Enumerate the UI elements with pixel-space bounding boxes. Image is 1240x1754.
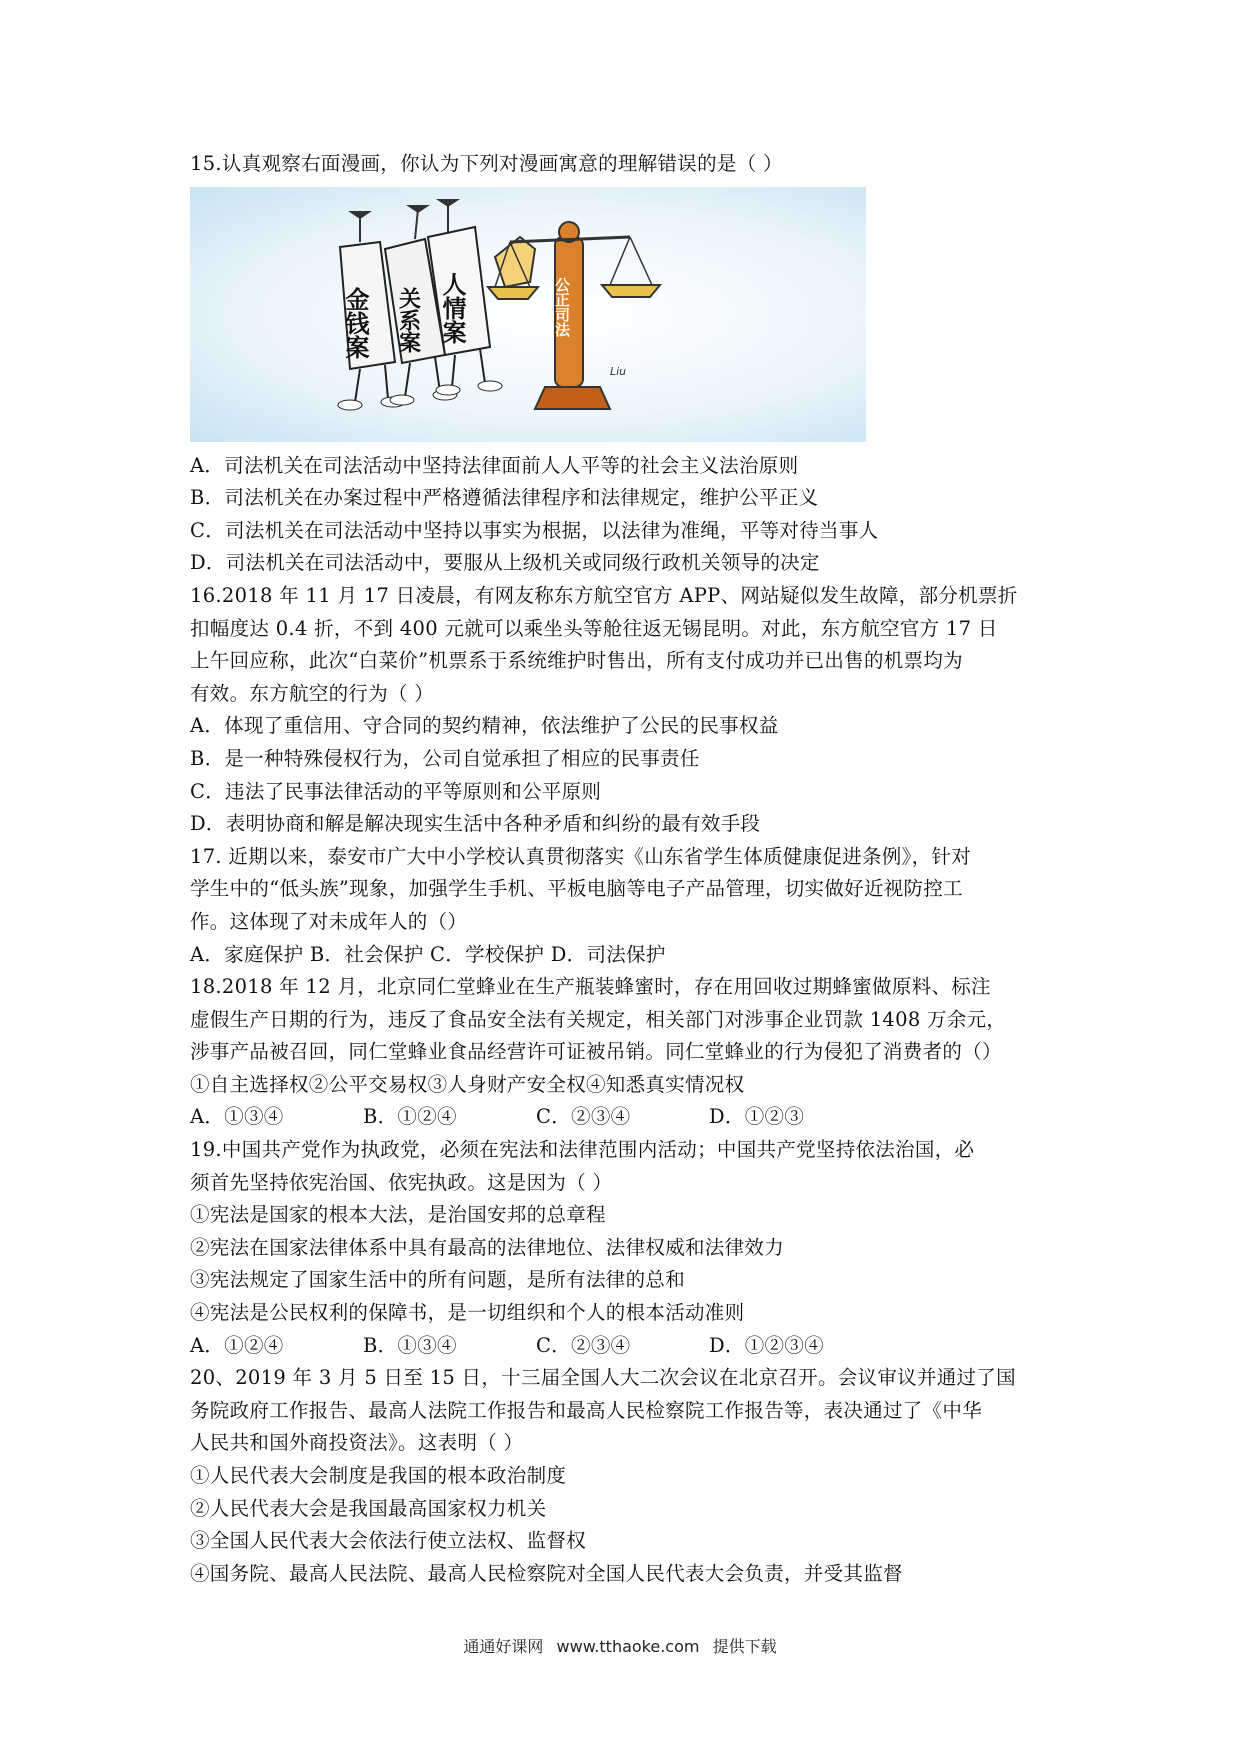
option-b: B．①③④: [363, 1333, 457, 1357]
justice-scale: [488, 222, 660, 409]
question-18-line: 虚假生产日期的行为，违反了食品安全法有关规定，相关部门对涉事企业罚款 1408 万余元，: [190, 1007, 1007, 1031]
option-b: B．①②④: [363, 1105, 457, 1129]
question-18-line: 18.2018 年 12 月，北京同仁堂蜂业在生产瓶装蜂蜜时，存在用回收过期蜂蜜做原料、标注: [190, 975, 991, 999]
paper-label-3: 人情案: [438, 271, 466, 344]
question-19-line: 19.中国共产党作为执政党，必须在宪法和法律范围内活动；中国共产党坚持依法治国，必: [190, 1138, 975, 1162]
question-20-line: 20、2019 年 3 月 5 日至 15 日，十三届全国人大二次会议在北京召开。会议审议并通过了国: [190, 1366, 1016, 1390]
exam-page-content: [190, 148, 1060, 1590]
option-d: D．表明协商和解是解决现实生活中各种矛盾和纠纷的最有效手段: [190, 812, 761, 836]
question-19-line: ③宪法规定了国家生活中的所有问题，是所有法律的总和: [190, 1268, 686, 1292]
footer-url[interactable]: www.tthaoke.com: [556, 1637, 700, 1656]
option-c: C．②③④: [536, 1333, 631, 1357]
option-a: A．①②④: [190, 1333, 284, 1357]
question-19-line: ②宪法在国家法律体系中具有最高的法律地位、法律权威和法律效力: [190, 1235, 785, 1259]
question-18-options: [190, 1101, 1060, 1134]
question-17-options: A．家庭保护 B．社会保护 C．学校保护 D．司法保护: [190, 942, 666, 966]
option-d: D．①②③: [709, 1105, 805, 1129]
paper-label-2: 关系案: [395, 286, 421, 353]
option-a: A．司法机关在司法活动中坚持法律面前人人平等的社会主义法治原则: [190, 453, 799, 477]
question-17: [190, 841, 1060, 971]
scale-label: 公正司法: [553, 276, 571, 337]
question-19-options: [190, 1330, 1060, 1363]
question-15: [190, 148, 1060, 580]
option-d: D．司法机关在司法活动中，要服从上级机关或同级行政机关领导的决定: [190, 551, 820, 575]
footer-suffix: 提供下载: [712, 1637, 777, 1656]
option-c: C．②③④: [536, 1105, 631, 1129]
question-20-line: ④国务院、最高人民法院、最高人民检察院对全国人民代表大会负责，并受其监督: [190, 1561, 903, 1585]
question-20-line: ①人民代表大会制度是我国的根本政治制度: [190, 1464, 567, 1487]
stop-hand: [495, 237, 535, 287]
paper-label-1: 金钱案: [341, 286, 369, 359]
footer-site-name: 通通好课网: [463, 1637, 544, 1656]
artist-signature: Liu: [610, 364, 627, 378]
question-16-line: 16.2018 年 11 月 17 日凌晨，有网友称东方航空官方 APP、网站疑似发生故障，部分机票折: [190, 583, 1018, 607]
question-16-line: 扣幅度达 0.4 折，不到 400 元就可以乘坐头等舱往返无锡昆明。对此，东方航空官方 17 日: [190, 616, 998, 640]
question-20: [190, 1362, 1060, 1590]
option-b: B．司法机关在办案过程中严格遵循法律程序和法律规定，维护公平正义: [190, 486, 819, 510]
question-19: [190, 1134, 1060, 1362]
question-16-line: 有效。东方航空的行为（ ）: [190, 681, 435, 705]
question-17-line: 学生中的“低头族”现象，加强学生手机、平板电脑等电子产品管理，切实做好近视防控工: [190, 877, 963, 901]
question-20-line: 务院政府工作报告、最高人法院工作报告和最高人民检察院工作报告等，表决通过了《中华: [190, 1398, 983, 1422]
question-16-line: 上午回应称，此次“白菜价”机票系于系统维护时售出，所有支付成功并已出售的机票均为: [190, 649, 963, 673]
option-a: A．体现了重信用、守合同的契约精神，依法维护了公民的民事权益: [190, 714, 779, 738]
question-20-line: 人民共和国外商投资法》。这表明（ ）: [190, 1431, 524, 1455]
option-c: C．司法机关在司法活动中坚持以事实为根据，以法律为准绳，平等对待当事人: [190, 518, 879, 542]
page-footer: [0, 1634, 1240, 1657]
question-17-line: 作。这体现了对未成年人的（）: [190, 909, 468, 933]
question-19-line: 须首先坚持依宪治国、依宪执政。这是因为（ ）: [190, 1170, 613, 1194]
question-15-stem: 15.认真观察右面漫画，你认为下列对漫画寓意的理解错误的是（ ）: [190, 152, 783, 175]
question-20-line: ③全国人民代表大会依法行使立法权、监督权: [190, 1529, 587, 1553]
option-a: A．①③④: [190, 1105, 284, 1129]
question-18-line: 涉事产品被召回，同仁堂蜂业食品经营许可证被吊销。同仁堂蜂业的行为侵犯了消费者的（）: [190, 1040, 1002, 1064]
question-18-line: ①自主选择权②公平交易权③人身财产安全权④知悉真实情况权: [190, 1072, 745, 1096]
question-17-line: 17. 近期以来，泰安市广大中小学校认真贯彻落实《山东省学生体质健康促进条例》，针对: [190, 844, 972, 868]
question-18: [190, 971, 1060, 1134]
question-16: [190, 580, 1060, 841]
question-20-line: ②人民代表大会是我国最高国家权力机关: [190, 1496, 547, 1520]
option-c: C．违法了民事法律活动的平等原则和公平原则: [190, 779, 602, 803]
paper-figure-favor: [428, 199, 502, 395]
question-19-line: ①宪法是国家的根本大法，是治国安邦的总章程: [190, 1203, 606, 1227]
justice-comic-illustration: [190, 187, 866, 442]
question-19-line: ④宪法是公民权利的保障书，是一切组织和个人的根本活动准则: [190, 1301, 745, 1325]
option-d: D．①②③④: [709, 1333, 824, 1357]
option-b: B．是一种特殊侵权行为，公司自觉承担了相应的民事责任: [190, 746, 700, 770]
